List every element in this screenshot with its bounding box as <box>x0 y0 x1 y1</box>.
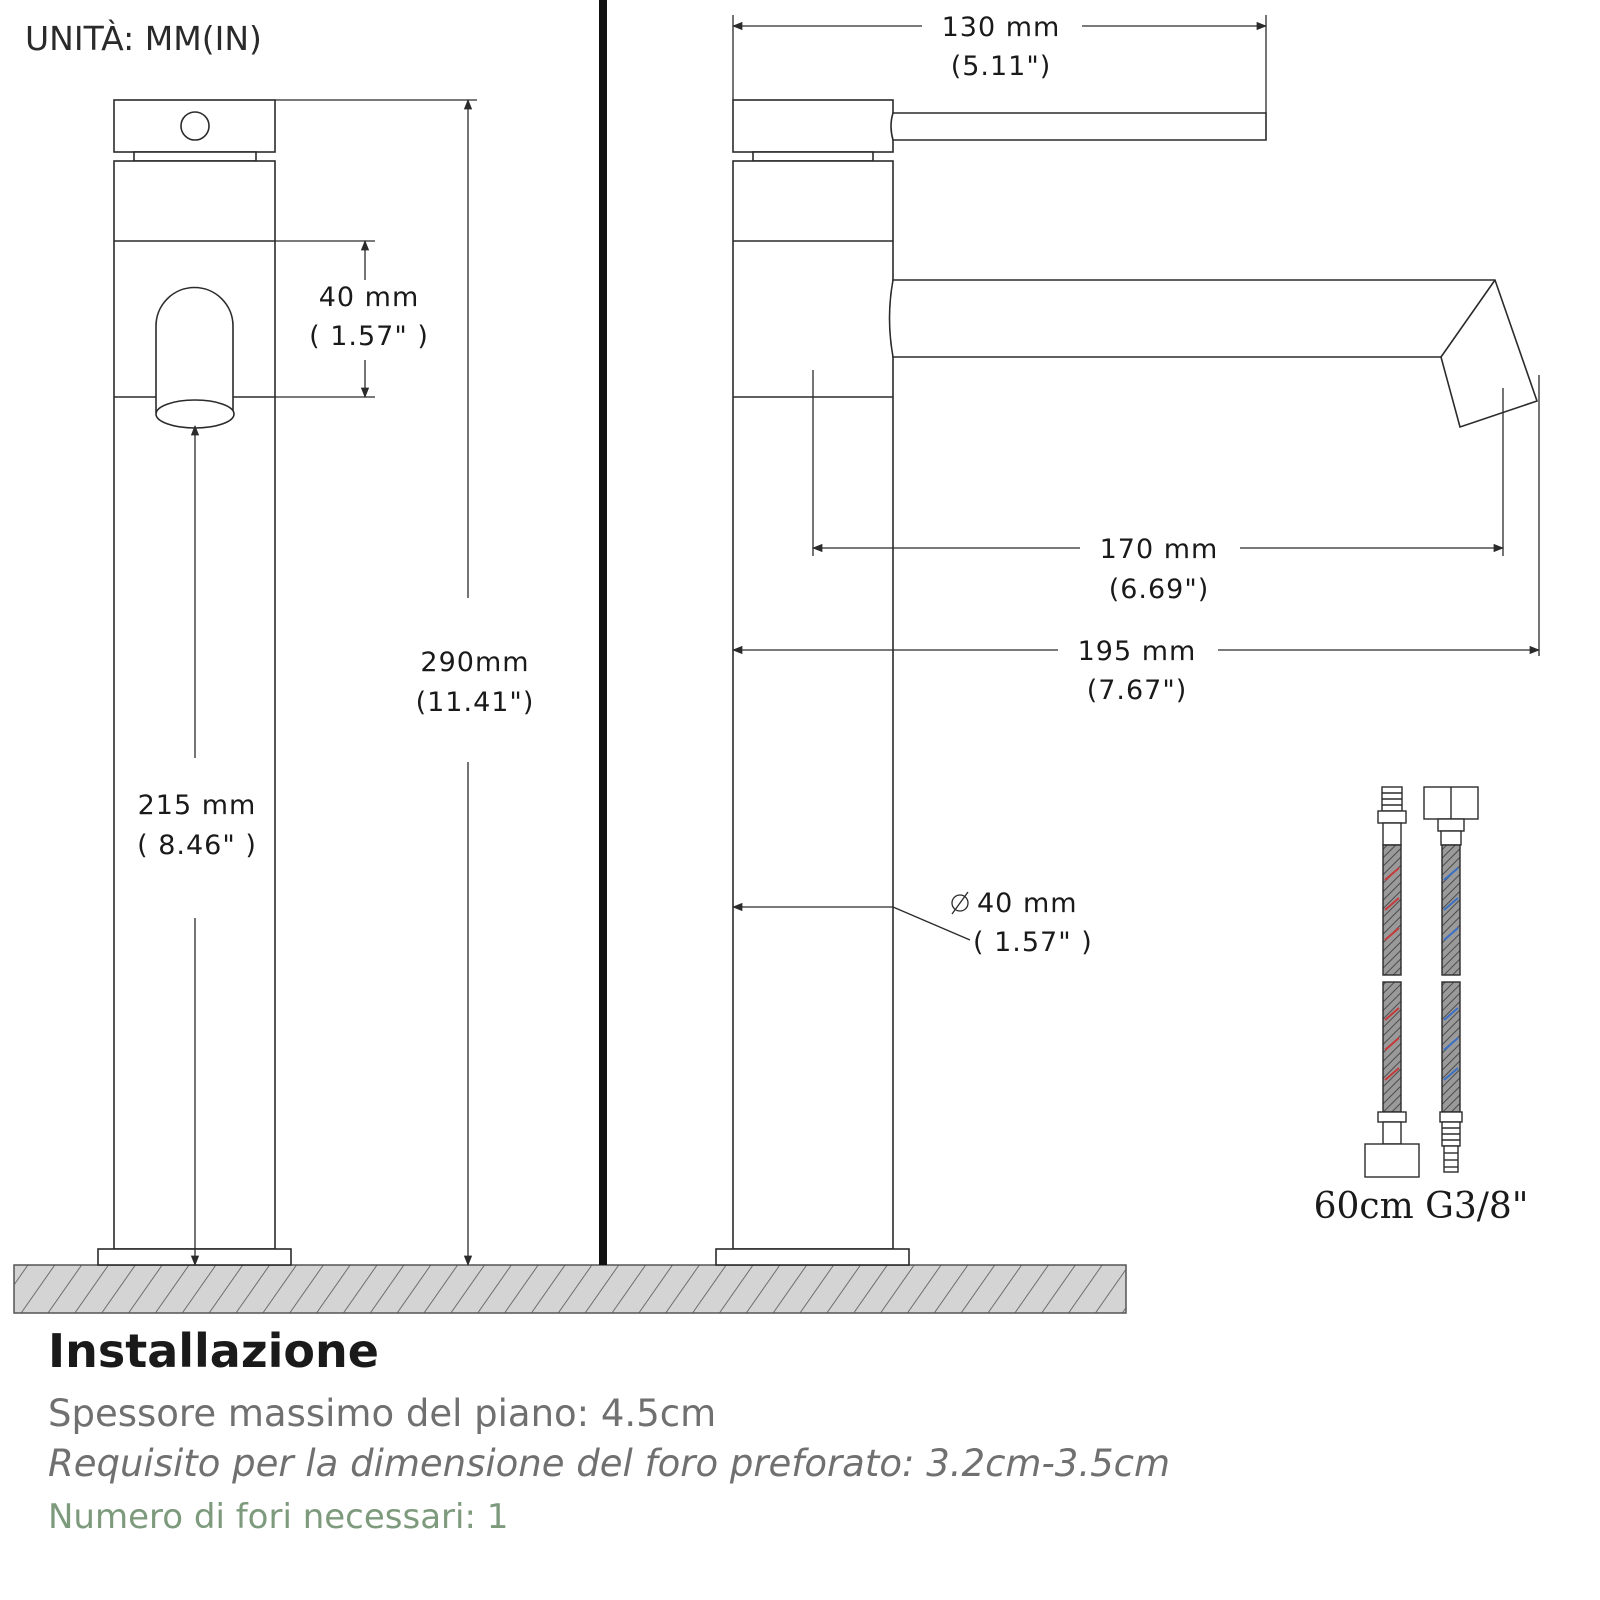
dim-total-depth-mm: 195 mm <box>1077 636 1197 667</box>
side-handle-ring <box>753 152 873 161</box>
dim-total-height <box>275 100 477 1265</box>
front-spout-outlet <box>156 400 234 428</box>
dim-total-height-mm: 290mm <box>420 647 530 678</box>
countertop <box>14 1265 1126 1313</box>
dim-spout-height-mm: 40 mm <box>318 282 420 313</box>
front-spout <box>156 288 233 414</box>
side-base <box>716 1249 909 1265</box>
dim-spout-height <box>275 241 375 397</box>
side-spout <box>890 280 1538 427</box>
dim-outlet-height-mm: 215 mm <box>137 790 257 821</box>
dim-spout-reach-inch: (6.69") <box>1108 574 1210 605</box>
hose-hot <box>1365 787 1419 1177</box>
dim-spout-height-inch: ( 1.57" ) <box>309 321 429 352</box>
installation-max-thickness: Spessore massimo del piano: 4.5cm <box>48 1392 717 1435</box>
dim-body-diameter-mm: 40 mm <box>977 888 1078 919</box>
units-label: UNITÀ: MM(IN) <box>25 19 262 58</box>
installation-title: Installazione <box>48 1324 379 1378</box>
front-handle-cap <box>114 100 275 152</box>
dim-handle-length-inch: (5.11") <box>950 51 1052 82</box>
dim-outlet-height-inch: ( 8.46" ) <box>137 830 257 861</box>
dim-handle-length-mm: 130 mm <box>941 12 1061 43</box>
front-handle-ring <box>134 152 256 161</box>
side-handle-lever <box>891 113 1266 140</box>
hose-cold <box>1424 787 1478 1172</box>
dim-total-depth-inch: (7.67") <box>1086 675 1188 706</box>
dim-total-height-inch: (11.41") <box>415 687 535 718</box>
installation-hole-count: Numero di fori necessari: 1 <box>48 1497 509 1537</box>
installation-hole-size: Requisito per la dimensione del foro preforato: 3.2cm-3.5cm <box>48 1442 1171 1485</box>
hose-label: 60cm G3/8" <box>1313 1186 1529 1227</box>
dim-spout-reach <box>813 370 1503 556</box>
side-body <box>733 161 893 1249</box>
dim-body-diameter-inch: ( 1.57" ) <box>973 927 1093 958</box>
side-handle-cap <box>733 100 893 152</box>
dim-spout-reach-mm: 170 mm <box>1099 534 1219 565</box>
